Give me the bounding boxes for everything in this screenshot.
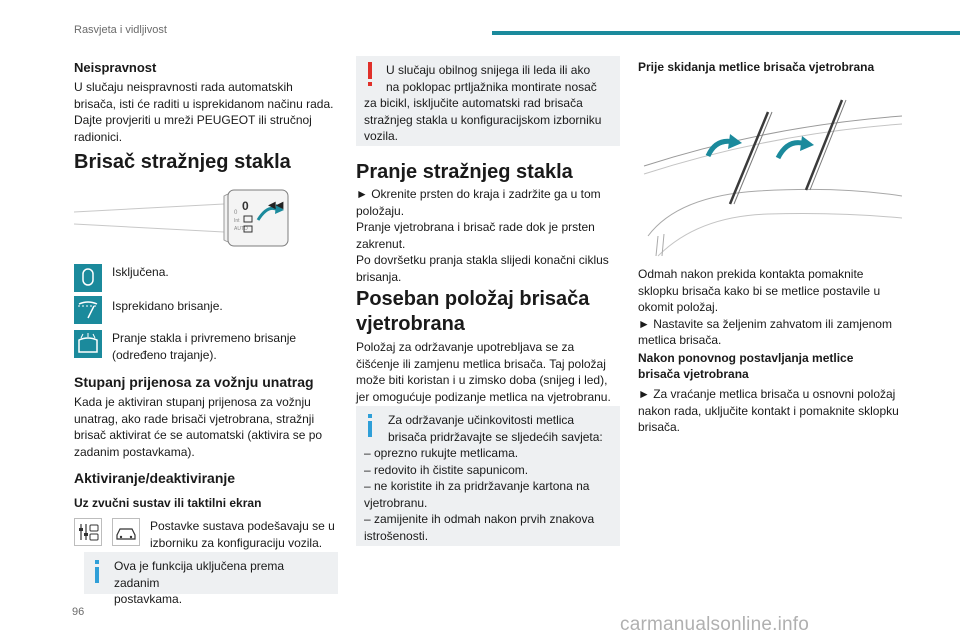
before-removal-heading: Prije skidanja metlice brisača vjetrobrana [638, 60, 875, 74]
wiper-intermittent-icon [74, 296, 102, 324]
reverse-gear-heading: Stupanj prijenosa za vožnju unatrag [74, 374, 314, 390]
wiper-stalk-illustration [74, 182, 338, 252]
windscreen-wiper-illustration [638, 86, 902, 258]
special-position-heading: Poseban položaj brisača vjetrobrana [356, 288, 590, 335]
warning-icon [366, 62, 374, 88]
settings-menu-icon [74, 518, 102, 546]
wiper-off-icon [74, 264, 102, 292]
svg-text:0: 0 [242, 199, 249, 213]
special-position-text: Položaj za održavanje upotrebljava se za čišćenje ili zamjenu metlica brisača. Taj položaj može biti koristan i u zimsko doba (snijeg i led), jer omogućuje podizanje metlica na vjetrobranu. [356, 340, 611, 404]
before-removal-text: Odmah nakon prekida kontakta pomaknite sklopku brisača kako bi se metlice postavile u okomit položaj. ► Nastavite sa željenim zahvatom ili zamjenom metlica brisača. [638, 267, 892, 347]
stalk-label-off: 0 [234, 210, 238, 216]
info-icon [366, 414, 374, 438]
mode-washer-label: Pranje stakla i privremeno brisanje (određeno trajanje). [112, 331, 297, 362]
mode-off-label: Isključena. [112, 265, 169, 279]
rear-wash-heading: Pranje stražnjeg stakla [356, 161, 573, 183]
malfunction-heading: Neispravnost [74, 60, 157, 75]
watermark: carmanualsonline.info [620, 614, 810, 635]
mode-intermittent-label: Isprekidano brisanje. [112, 299, 223, 313]
washer-icon [74, 330, 102, 358]
reverse-gear-text: Kada je aktiviran stupanj prijenosa za vožnju unatrag, ako rade brisači vjetrobrana, stražnji brisač aktivirat će se automatski (aktivira se po zadanim postavkama). [74, 395, 323, 459]
running-header: Rasvjeta i vidljivost [74, 24, 167, 36]
header-accent-bar [492, 31, 960, 35]
stalk-label-int: Int [234, 218, 240, 224]
info-note-default: Ova je funkcija uključena prema zadanim postavkama. [84, 552, 338, 594]
rear-wash-text: ► Okrenite prsten do kraja i zadržite ga u tom položaju. Pranje vjetrobrana i brisač rade dok je prsten zakrenut. Po dovršetku pranja stakla slijedi konačni ciklus brisanja. [356, 187, 609, 284]
maintenance-tips-note: Za održavanje učinkovitosti metlica brisača pridržavajte se sljedećih savjeta: – oprezno rukujte metlicama. – redovito ih čistite sapunicom. – ne koristite ih za pridržavanje kartona na vjetrobranu. – zamijenite ih odmah nakon prvih znakova istrošenosti. [356, 406, 620, 546]
warning-note: U slučaju obilnog snijega ili leda ili ako na poklopac prtljažnika montirate nosač za bicikl, isključite automatski rad brisača stražnjeg stakla u konfiguracijskom izborniku vozila. [356, 56, 620, 146]
activation-heading: Aktiviranje/deaktiviranje [74, 470, 236, 486]
svg-text:◀◀: ◀◀ [268, 200, 284, 211]
after-refit-text: ► Za vraćanje metlica brisača u osnovni položaj nakon rada, uključite kontakt i pomaknite sklopku brisača. [638, 387, 899, 434]
malfunction-text: U slučaju neispravnosti rada automatskih brisača, isti će raditi u isprekidanom načinu rada. Dajte provjeriti u mreži PEUGEOT ili stručnoj radionici. [74, 80, 334, 144]
stalk-label-auto: AUTO [234, 226, 248, 232]
page-number: 96 [72, 606, 85, 618]
rear-wiper-heading: Brisač stražnjeg stakla [74, 151, 291, 173]
after-refit-heading: Nakon ponovnog postavljanja metlice brisača vjetrobrana [638, 351, 854, 381]
touchscreen-heading: Uz zvučni sustav ili taktilni ekran [74, 496, 262, 510]
vehicle-icon [112, 518, 140, 546]
info-icon [93, 560, 101, 584]
settings-text: Postavke sustava podešavaju se u izborniku za konfiguraciju vozila. [150, 519, 335, 550]
